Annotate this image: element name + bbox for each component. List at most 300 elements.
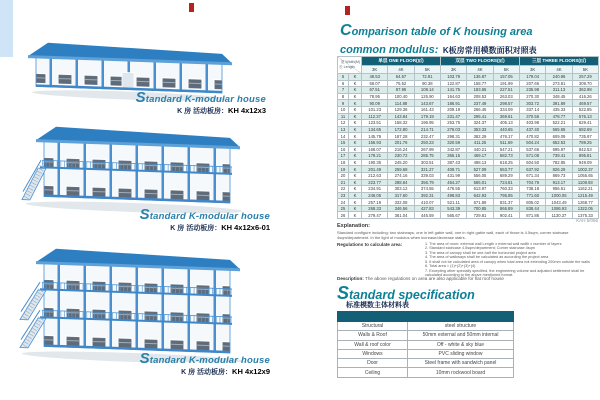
table-cell: 9 [338,100,349,107]
table-cell: 216.24 [388,146,414,153]
table-cell: 274.16 [388,172,414,179]
table-cell: 16 [338,146,349,153]
table-cell: 789.25 [572,139,598,146]
table-row [338,205,599,212]
spec-row [338,359,514,368]
table-cell: 15 [338,139,349,146]
regulation-item: 3. The area of canopy shall be one-half the horizontal project area [425,250,536,255]
table-cell: 682.69 [572,126,598,133]
spec-item-label: Walls & Roof [338,331,408,340]
spec-item-label: Ceiling [338,368,408,377]
table-cell: K [349,93,362,100]
table-row [338,146,599,153]
table-cell: 267.99 [414,146,440,153]
table-cell: 18 [338,159,349,166]
area-comparison-table [337,56,599,219]
table-row [338,126,599,133]
table-cell: 103.79 [441,74,467,81]
table-cell: 263.03 [493,93,519,100]
table-cell: 604.50 [519,159,545,166]
table-cell: 190.35 [362,159,388,166]
comparison-title-line1: Comparison table of K housing area [340,22,533,39]
table-cell: 129.36 [388,106,414,113]
spec-item-value: PVC sliding window [408,349,514,358]
table-cell: 246.05 [362,192,388,199]
table-cell: K [349,146,362,153]
table-cell: 276.03 [441,126,467,133]
table-cell: 582.73 [493,153,519,160]
table-cell: 339.03 [414,172,440,179]
table-cell: 1002.37 [572,166,598,173]
specification-table [337,311,514,378]
table-cell: 652.53 [546,139,572,146]
specification-subtitle: 标准模数主体材料表 [346,302,409,309]
spec-item-label: Wall & roof color [338,340,408,349]
red-accent-mark [189,3,194,12]
table-cell: 869.73 [546,172,572,179]
table-cell: 90.09 [362,100,388,107]
table-cell: 232.47 [414,133,440,140]
table-cell: 771.60 [519,192,545,199]
table-cell: 866.89 [493,205,519,212]
table-cell: 391.89 [546,100,572,107]
table-cell: K [349,192,362,199]
table-cell: 511.69 [493,139,519,146]
table-cell: 498.83 [441,192,467,199]
table-cell: 416.26 [572,93,598,100]
table-cell: 320.59 [441,139,467,146]
table-cell: 353.33 [467,126,493,133]
table-cell: 956.61 [546,186,572,193]
table-cell: 75.52 [388,80,414,87]
table-cell: 183.65 [467,87,493,94]
subcolumn-header: 4K [388,66,414,74]
table-cell: 1375.33 [572,212,598,219]
table-cell: 362.98 [572,87,598,94]
table-row [338,179,599,186]
table-cell: 17 [338,153,349,160]
table-cell: 179.21 [362,153,388,160]
table-cell: 405.13 [493,120,519,127]
table-cell: 78.95 [362,93,388,100]
table-row [338,80,599,87]
table-cell: 671.34 [519,172,545,179]
regulations-label: Regulations to calculate area: [337,242,403,247]
group-header-two-floors: 双层 TWO FLOORS(㎡) [441,57,520,66]
table-cell: 871.86 [519,212,545,219]
table-cell: 522.85 [572,106,598,113]
table-cell: 26 [338,212,349,219]
table-cell: 431.99 [441,172,467,179]
table-cell: 1162.21 [572,186,598,193]
table-cell: 724.81 [493,179,519,186]
table-cell: 521.11 [441,199,467,206]
spec-row [338,368,514,377]
table-cell: 122.87 [441,80,467,87]
table-cell: 738.18 [519,186,545,193]
building-model: K 房 活动板房：KH 4x12x9 [181,366,270,376]
group-header-one-floor: 单层 ONE FLOOR(㎡) [362,57,441,66]
table-cell: 332.08 [388,199,414,206]
table-cell: 230.72 [388,153,414,160]
table-cell: 227.51 [493,87,519,94]
table-cell: 576.13 [572,113,598,120]
table-cell: 11 [338,113,349,120]
table-cell: 10 [338,106,349,113]
table-cell: 831.37 [493,199,519,206]
staircase [20,318,46,349]
table-cell: 87.96 [388,87,414,94]
table-cell: 437.40 [519,126,545,133]
table-cell: 25 [338,205,349,212]
table-cell: 369.61 [493,113,519,120]
building-model: K 房 活动板房：KH 4x12x6-01 [170,222,270,232]
table-cell: 6 [338,80,349,87]
table-cell: 285.75 [414,153,440,160]
table-cell: 303.12 [388,186,414,193]
table-cell: 902.41 [493,212,519,219]
table-cell: 191.99 [493,80,519,87]
table-cell: K [349,205,362,212]
table-cell: 12 [338,120,349,127]
table-cell: 1043.49 [546,199,572,206]
table-row [338,159,599,166]
table-cell: 208.53 [467,93,493,100]
table-cell: 1215.49 [572,192,598,199]
table-cell: 556.05 [467,172,493,179]
table-cell: 695.97 [546,146,572,153]
table-cell: 700.85 [467,205,493,212]
table-cell: 257.29 [572,74,598,81]
table-cell: 212.63 [362,172,388,179]
spec-row [338,349,514,358]
table-cell: 321.27 [414,166,440,173]
table-cell: 141.75 [441,87,467,94]
table-cell: 565.67 [441,212,467,219]
table-cell: 342.87 [441,146,467,153]
table-cell: 143.67 [414,100,440,107]
table-cell: K [349,172,362,179]
spec-row [338,340,514,349]
description-line: Description: The above regulations on area are also applicable for flat roof house [337,276,504,281]
spec-item-label: Door [338,359,408,368]
table-cell: 410.07 [414,199,440,206]
table-cell: 58.07 [362,80,388,87]
table-cell: 361.04 [388,212,414,219]
spec-item-label: Windows [338,349,408,358]
table-cell: 522.21 [546,120,572,127]
table-cell: 179.04 [519,74,545,81]
table-cell: 842.53 [572,146,598,153]
table-cell: 782.85 [546,159,572,166]
table-cell: 1108.93 [572,179,598,186]
table-cell: K [349,106,362,113]
regulations-list [425,242,599,278]
table-cell: 196.95 [414,120,440,127]
table-cell: 498.13 [467,159,493,166]
table-cell: 303.72 [519,100,545,107]
table-cell: 470.82 [519,133,545,140]
table-cell: 164.63 [441,93,467,100]
subcolumn-header: 5K [572,66,598,74]
table-cell: 618.25 [493,159,519,166]
corner-header-cell: 宽 Width(M) 长 Length [338,57,362,74]
table-cell: 237.49 [467,100,493,107]
table-cell: K [349,212,362,219]
table-cell: 214.71 [414,126,440,133]
door [122,72,134,88]
table-cell: 324.37 [467,120,493,127]
table-cell: 13 [338,126,349,133]
table-cell: 72.91 [414,74,440,81]
table-cell: 108.14 [414,87,440,94]
table-row [338,133,599,140]
table-cell: 112.37 [362,113,388,120]
table-cell: K [349,74,362,81]
table-row [338,74,599,81]
table-row [338,186,599,193]
table-cell: 427.83 [414,205,440,212]
reference-note: KAH 5/066 [576,218,598,223]
table-cell: 288.64 [388,179,414,186]
table-cell: 435.33 [546,106,572,113]
explanation-section [337,223,599,278]
table-cell: 543.39 [441,205,467,212]
table-cell: 100.40 [388,93,414,100]
comparison-title-chinese: K板房常用模数面积对照表 [442,45,537,55]
table-cell: 22 [338,186,349,193]
specification-title: Standard specification [337,283,475,303]
table-cell: 704.76 [519,179,545,186]
table-cell: 240.96 [546,74,572,81]
table-cell: 370.56 [519,113,545,120]
red-accent-mark [345,6,350,15]
building-title: Standard K-modular house [139,206,270,223]
table-cell: 478.77 [546,113,572,120]
table-cell: 207.66 [519,80,545,87]
table-cell: 24 [338,199,349,206]
table-cell: 760.33 [493,186,519,193]
subcolumn-header: 4K [467,66,493,74]
table-row [338,153,599,160]
building-illustration-3-storey [18,244,249,362]
building-model: K 房 活动板房：KH 4x12x3 [177,105,266,115]
regulation-item: 2. Standard staircase 4.5sqm/department; Corner staircase 4sqm [425,246,535,251]
table-cell: 637.92 [519,166,545,173]
table-cell: 273.81 [546,80,572,87]
table-cell: 270.30 [519,93,545,100]
table-cell: 348.45 [546,93,572,100]
table-cell: 337.14 [519,106,545,113]
table-cell: 186.91 [441,100,467,107]
table-cell: 23 [338,192,349,199]
table-cell: K [349,186,362,193]
spec-item-value: steel structure [408,322,514,331]
spec-item-value: Steel frame with sandwich panel [408,359,514,368]
table-cell: 805.02 [519,199,545,206]
subcolumn-header: 3K [441,66,467,74]
table-cell: 295.41 [467,113,493,120]
table-cell: 585.01 [467,179,493,186]
table-cell: 123.51 [362,120,388,127]
table-cell: 158.32 [388,120,414,127]
table-cell: 409.71 [441,166,467,173]
table-cell: K [349,153,362,160]
table-cell: 7 [338,87,349,94]
table-row [338,106,599,113]
table-row [338,139,599,146]
table-cell: 298.57 [493,100,519,107]
table-cell: 125.90 [414,93,440,100]
table-cell: 476.17 [493,133,519,140]
table-cell: 5 [338,74,349,81]
table-cell: 895.81 [572,153,598,160]
table-cell: 735.97 [572,133,598,140]
table-cell: 64.57 [388,74,414,81]
table-cell: K [349,159,362,166]
table-cell: 1268.77 [572,199,598,206]
table-cell: 158.77 [467,80,493,87]
table-cell: 257.19 [362,199,388,206]
table-cell: 250.23 [414,139,440,146]
table-cell: 21 [338,179,349,186]
table-cell: 309.70 [572,80,598,87]
table-cell: 795.85 [493,192,519,199]
building-caption [118,90,266,115]
table-cell: 235.98 [519,87,545,94]
table-cell: K [349,113,362,120]
table-cell: 440.65 [493,126,519,133]
table-cell: 739.41 [546,153,572,160]
building-title: Standard K-modular house [135,89,266,106]
table-cell: 565.65 [546,126,572,133]
table-cell: 469.57 [572,100,598,107]
table-cell: 168.07 [362,146,388,153]
table-cell: 143.84 [388,113,414,120]
table-cell: 303.51 [414,159,440,166]
table-cell: K [349,120,362,127]
table-cell: K [349,100,362,107]
table-row [338,192,599,199]
table-cell: 445.59 [414,212,440,219]
table-cell: K [349,133,362,140]
table-cell: 268.33 [362,205,388,212]
table-cell: 179.19 [414,113,440,120]
spec-item-value: 50mm external and 50mm internal [408,331,514,340]
table-cell: 67.51 [362,87,388,94]
table-cell: K [349,80,362,87]
subcolumn-header: 5K [493,66,519,74]
explanation-heading: Explanation: [337,223,371,229]
table-row [338,120,599,127]
table-cell: 234.91 [362,186,388,193]
table-cell: 48.53 [362,74,388,81]
spec-item-label: Structural [338,322,408,331]
table-cell: 317.60 [388,192,414,199]
table-cell: 504.24 [519,139,545,146]
table-cell: K [349,199,362,206]
corner-decoration-bar [0,0,13,57]
table-cell: 136.87 [467,74,493,81]
table-cell: 440.21 [467,146,493,153]
subcolumn-header: 3K [362,66,388,74]
spec-row [338,322,514,331]
explanation-intro: Standard configure including: two stairways, one in left gable wall, one in right gable wall, each of those is 4.5sqm, corner staircase 4sqm/department. In the light of modulus when increase/decrease stairs. [337,230,569,240]
table-cell: 729.81 [467,212,493,219]
table-cell: 387.43 [441,159,467,166]
table-cell: 1055.65 [572,172,598,179]
spec-item-value: Off - white & sky blue [408,340,514,349]
table-cell: 157.05 [493,74,519,81]
table-row [338,172,599,179]
table-cell: 134.65 [362,126,388,133]
table-cell: 411.25 [467,139,493,146]
table-cell: 298.31 [441,133,467,140]
table-cell: 245.20 [388,159,414,166]
table-cell: 382.29 [467,133,493,140]
regulation-item: 6. Total area = (1)+(2)+(3)+(4) [425,264,476,269]
table-cell: 826.29 [546,166,572,173]
table-cell: 253.75 [441,120,467,127]
table-cell: K [349,139,362,146]
table-cell: 1130.37 [546,212,572,219]
building-title: Standard K-modular house [139,350,270,367]
building-caption [118,207,270,232]
table-cell: 1086.93 [546,205,572,212]
table-cell: K [349,166,362,173]
table-cell: 209.19 [441,106,467,113]
table-cell: 19 [338,166,349,173]
spec-row [338,331,514,340]
regulation-item: 1. The area of room: external wall Length x external wall width x number of layers [425,242,562,246]
regulation-item: 7. Excepting other specially specified, the engineering volume and adjusted settlement shall be calculated according to the above mentioned format. [425,268,585,278]
table-cell: 527.09 [467,166,493,173]
table-cell: 172.80 [388,126,414,133]
table-cell: 259.68 [388,166,414,173]
table-cell: 231.47 [441,113,467,120]
table-cell: 311.13 [546,87,572,94]
table-cell: 156.93 [362,139,388,146]
table-cell: 101.23 [362,106,388,113]
subcolumn-header: 4K [546,66,572,74]
table-cell: 266.45 [467,106,493,113]
table-cell: 346.56 [388,205,414,212]
table-cell: 356.79 [414,179,440,186]
table-cell: 279.47 [362,212,388,219]
table-cell: 537.66 [519,146,545,153]
subcolumn-header: 5K [414,66,440,74]
table-cell: 689.29 [493,172,519,179]
building-caption [118,351,270,376]
table-cell: 187.28 [388,133,414,140]
table-cell: 609.09 [546,133,572,140]
table-cell: 201.76 [388,139,414,146]
table-cell: 838.44 [519,205,545,212]
table-cell: K [349,87,362,94]
table-cell: 949.09 [572,159,598,166]
table-cell: 571.08 [519,153,545,160]
table-cell: 642.93 [467,192,493,199]
regulation-item: 5. It shall not be calculated area of canopy when total area not extending 200mm outside the walls [425,259,590,264]
table-cell: 365.15 [441,153,467,160]
table-cell: 547.21 [493,146,519,153]
table-cell: 403.98 [519,120,545,127]
table-cell: 392.31 [414,192,440,199]
table-cell: K [349,126,362,133]
specification-header-band [338,312,514,322]
table-cell: 1322.05 [572,205,598,212]
table-cell: 671.89 [467,199,493,206]
